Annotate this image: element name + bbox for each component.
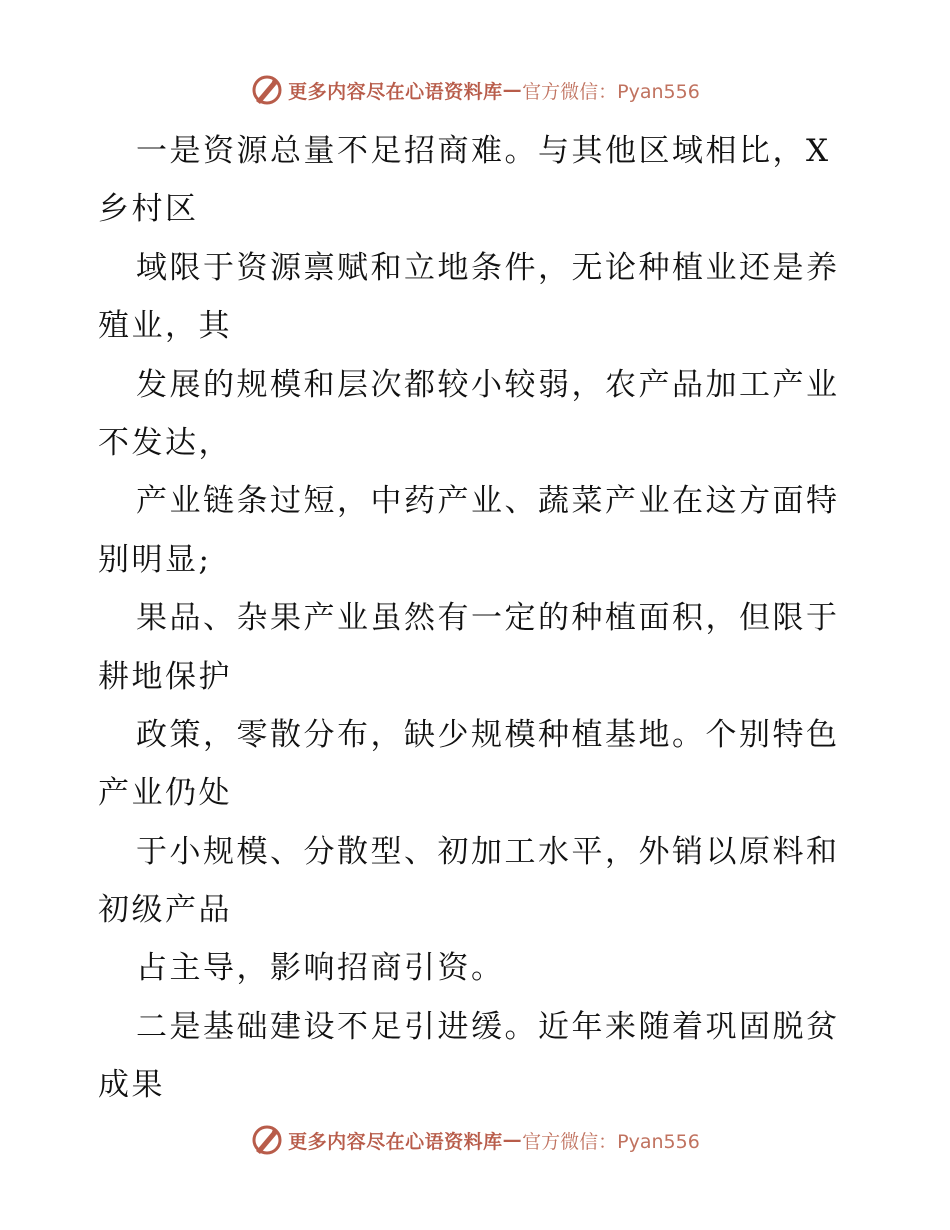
body-line: 成果 bbox=[98, 1067, 165, 1104]
footer-banner-text: 更多内容尽在心语资料库 bbox=[288, 1130, 503, 1153]
body-line: 不发达， bbox=[98, 424, 232, 461]
header-banner bbox=[0, 70, 950, 110]
body-line: 于小规模、分散型、初加工水平，外销以原料和 bbox=[136, 833, 840, 870]
body-line: 耕地保护 bbox=[98, 658, 232, 695]
body-line: 二是基础建设不足引进缓。近年来随着巩固脱贫 bbox=[136, 1008, 840, 1045]
footer-banner-wechat: 官方微信：Pyan556 bbox=[522, 1130, 700, 1153]
footer-banner bbox=[0, 1120, 950, 1160]
body-line: 政策，零散分布，缺少规模种植基地。个别特色 bbox=[136, 716, 840, 753]
body-line: 初级产品 bbox=[98, 892, 232, 929]
header-banner-dash: — bbox=[502, 79, 523, 101]
pen-logo-icon bbox=[250, 73, 284, 107]
body-line: 产业仍处 bbox=[98, 775, 232, 812]
footer-banner-dash: — bbox=[502, 1129, 523, 1151]
document-body bbox=[98, 122, 858, 1115]
header-banner-text: 更多内容尽在心语资料库 bbox=[288, 80, 503, 103]
header-banner-wechat: 官方微信：Pyan556 bbox=[522, 80, 700, 103]
body-line: 别明显; bbox=[98, 541, 212, 578]
body-line: 乡村区 bbox=[98, 191, 199, 228]
body-line: 产业链条过短，中药产业、蔬菜产业在这方面特 bbox=[136, 483, 840, 520]
body-line: 一是资源总量不足招商难。与其他区域相比，X bbox=[136, 133, 831, 169]
body-line: 果品、杂果产业虽然有一定的种植面积，但限于 bbox=[136, 600, 840, 637]
body-line: 发展的规模和层次都较小较弱，农产品加工产业 bbox=[136, 366, 840, 403]
body-line: 殖业，其 bbox=[98, 308, 232, 345]
body-line: 域限于资源禀赋和立地条件，无论种植业还是养 bbox=[136, 249, 840, 286]
body-line: 占主导，影响招商引资。 bbox=[136, 950, 505, 987]
pen-logo-icon bbox=[250, 1123, 284, 1157]
